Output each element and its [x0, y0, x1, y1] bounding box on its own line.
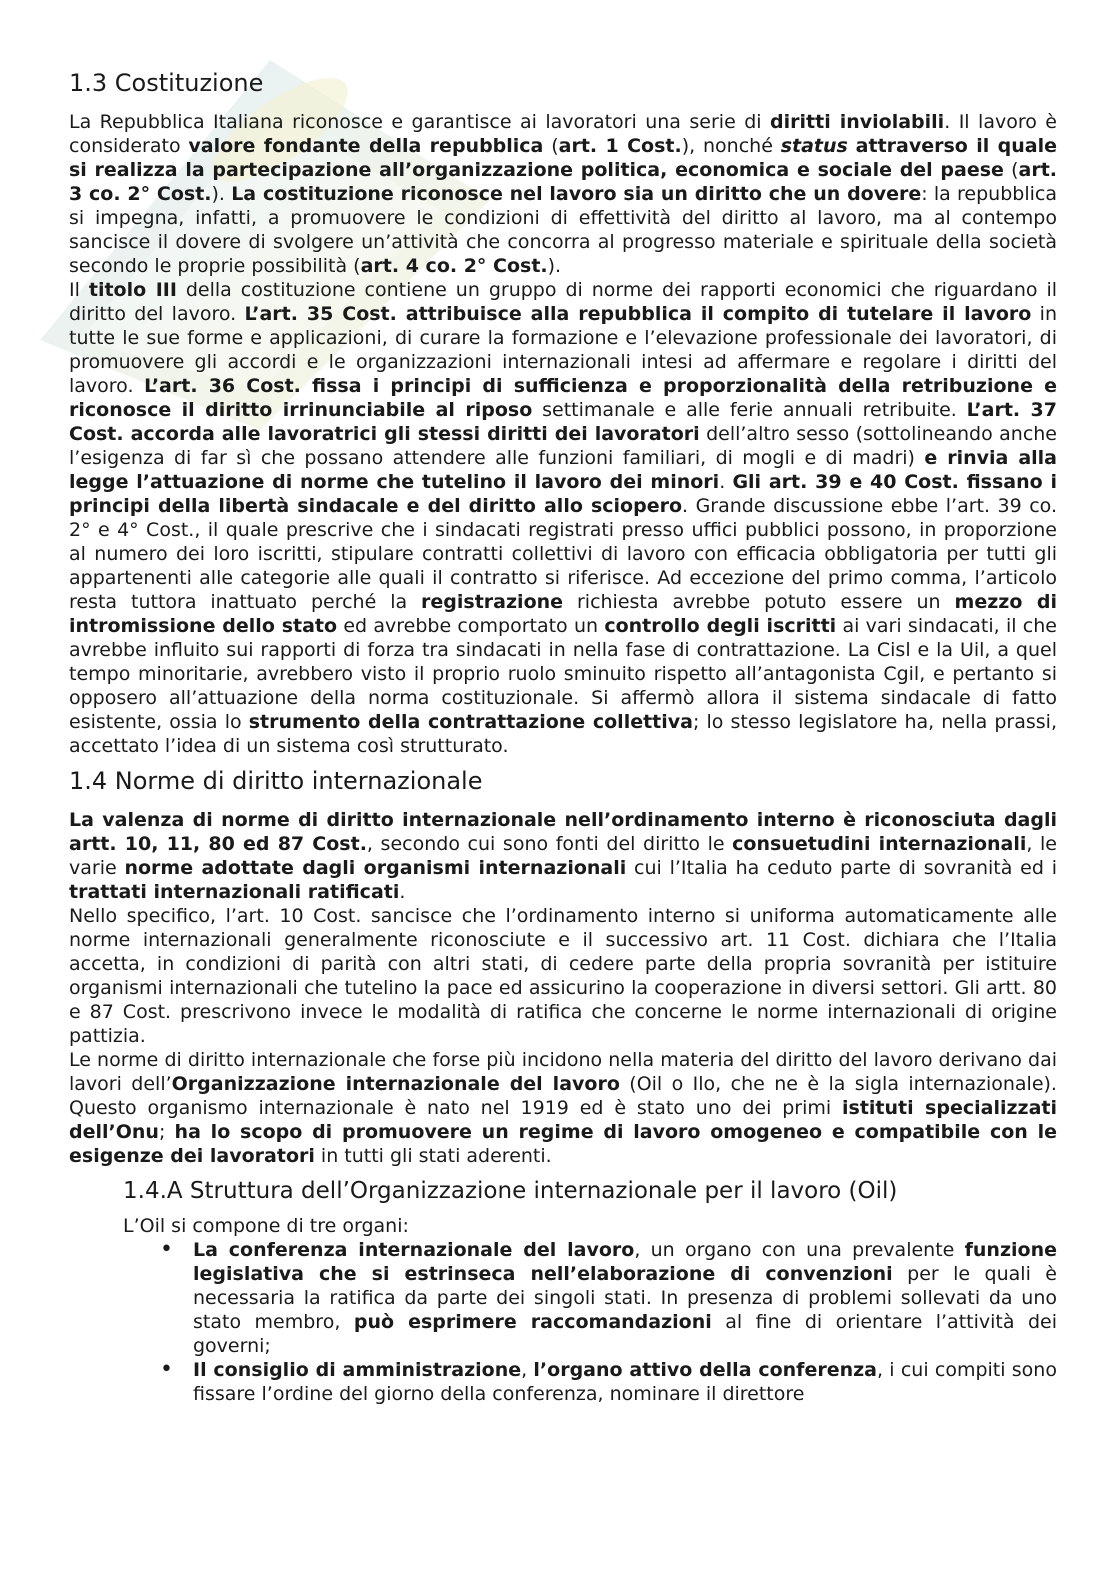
organs-list [69, 1238, 1057, 1406]
paragraph: Il titolo III della costituzione contiene un gruppo di norme dei rapporti economici che riguardano il diritto del lavoro. L’art. 35 Cost. attribuisce alla repubblica il compito di tutelare il lavoro in tutte le sue forme e applicazioni, di curare la formazione e l’elevazione professionale dei lavoratori, di promuovere gli accordi e le organizzazioni internazionali intesi ad affermare e regolare i diritti del lavoro. L’art. 36 Cost. fissa i principi di sufficienza e proporzionalità della retribuzione e riconosce il diritto irrinunciabile al riposo settimanale e alle ferie annuali retribuite. L’art. 37 Cost. accorda alle lavoratrici gli stessi diritti dei lavoratori dell’altro sesso (sottolineando anche l’esigenza di far sì che possano attendere alle funzioni familiari, di mogli e di madri) e rinvia alla legge l’attuazione di norme che tutelino il lavoro dei minori. Gli art. 39 e 40 Cost. fissano i principi della libertà sindacale e del diritto allo sciopero. Grande discussione ebbe l’art. 39 co. 2° e 4° Cost., il quale prescrive che i sindacati registrati presso uffici pubblici possono, in proporzione al numero dei loro iscritti, stipulare contratti collettivi di lavoro con efficacia obbligatoria per tutti gli appartenenti alle categorie alle quali il contratto si riferisce. Ad eccezione del primo comma, l’articolo resta tuttora inattuato perché la registrazione richiesta avrebbe potuto essere un mezzo di intromissione dello stato ed avrebbe comportato un controllo degli iscritti ai vari sindacati, il che avrebbe influito sui rapporti di forza tra sindacati in nella fase di contrattazione. La Cisl e la Uil, a quel tempo minoritarie, avrebbero visto il proprio ruolo sminuito rispetto all’antagonista Cgil, e pertanto si opposero all’attuazione della norma costituzionale. Si affermò allora il sistema sindacale di fatto esistente, ossia lo strumento della contrattazione collettiva; lo stesso legislatore ha, nella prassi, accettato l’idea di un sistema così strutturato. [69, 279, 1058, 757]
paragraph: Le norme di diritto internazionale che forse più incidono nella materia del diritto del lavoro derivano dai lavori dell’Organizzazione internazionale del lavoro (Oil o Ilo, che ne è la sigla internazionale). Questo organismo internazionale è nato nel 1919 ed è stato uno dei primi istituti specializzati dell’Onu; ha lo scopo di promuovere un regime di lavoro omogeneo e compatibile con le esigenze dei lavoratori in tutti gli stati aderenti. [69, 1049, 1057, 1167]
list-item: • Il consiglio di amministrazione, l’organo attivo della conferenza, i cui compiti sono fissare l’ordine del giorno della conferenza, nominare il direttore [193, 1358, 1057, 1406]
document-page [69, 62, 1057, 1406]
list-item: • La conferenza internazionale del lavoro, un organo con una prevalente funzione legislativa che si estrinseca nell’elaborazione di convenzioni per le quali è necessaria la ratifica da parte dei singoli stati. In presenza di problemi sollevati da uno stato membro, può esprimere raccomandazioni al fine di orientare l’attività dei governi; [193, 1238, 1057, 1358]
section-heading-1-4: 1.4 Norme di diritto internazionale [69, 767, 483, 795]
paragraph: La Repubblica Italiana riconosce e garantisce ai lavoratori una serie di diritti inviolabili. Il lavoro è considerato valore fondante della repubblica (art. 1 Cost.), nonché status attraverso il quale si realizza la partecipazione all’organizzazione politica, economica e sociale del paese (art. 3 co. 2° Cost.). La costituzione riconosce nel lavoro sia un diritto che un dovere: la repubblica si impegna, infatti, a promuovere le condizioni di effettività del diritto al lavoro, ma al contempo sancisce il dovere di svolgere un’attività che concorra al progresso materiale e spirituale della società secondo le proprie possibilità (art. 4 co. 2° Cost.). [69, 111, 1058, 277]
section-heading-1-3: 1.3 Costituzione [69, 69, 264, 97]
paragraph: La valenza di norme di diritto internazionale nell’ordinamento interno è riconosciuta dagli artt. 10, 11, 80 ed 87 Cost., secondo cui sono fonti del diritto le consuetudini internazionali, le varie norme adottate dagli organismi internazionali cui l’Italia ha ceduto parte di sovranità ed i trattati internazionali ratificati. [69, 809, 1057, 903]
subsection-heading-1-4-a: 1.4.A Struttura dell’Organizzazione internazionale per il lavoro (Oil) [123, 1178, 898, 1204]
paragraph: Nello specifico, l’art. 10 Cost. sancisce che l’ordinamento interno si uniforma automaticamente alle norme internazionali generalmente riconosciute e il successivo art. 11 Cost. dichiara che l’Italia accetta, in condizioni di parità con altri stati, di cedere parte della propria sovranità per istituire organismi internazionali che tutelino la pace ed assicurino la cooperazione in diversi settori. Gli artt. 80 e 87 Cost. prescrivono invece le modalità di ratifica che concerne le norme internazionali di origine pattizia. [69, 905, 1057, 1047]
paragraph: L’Oil si compone di tre organi: [123, 1215, 409, 1237]
